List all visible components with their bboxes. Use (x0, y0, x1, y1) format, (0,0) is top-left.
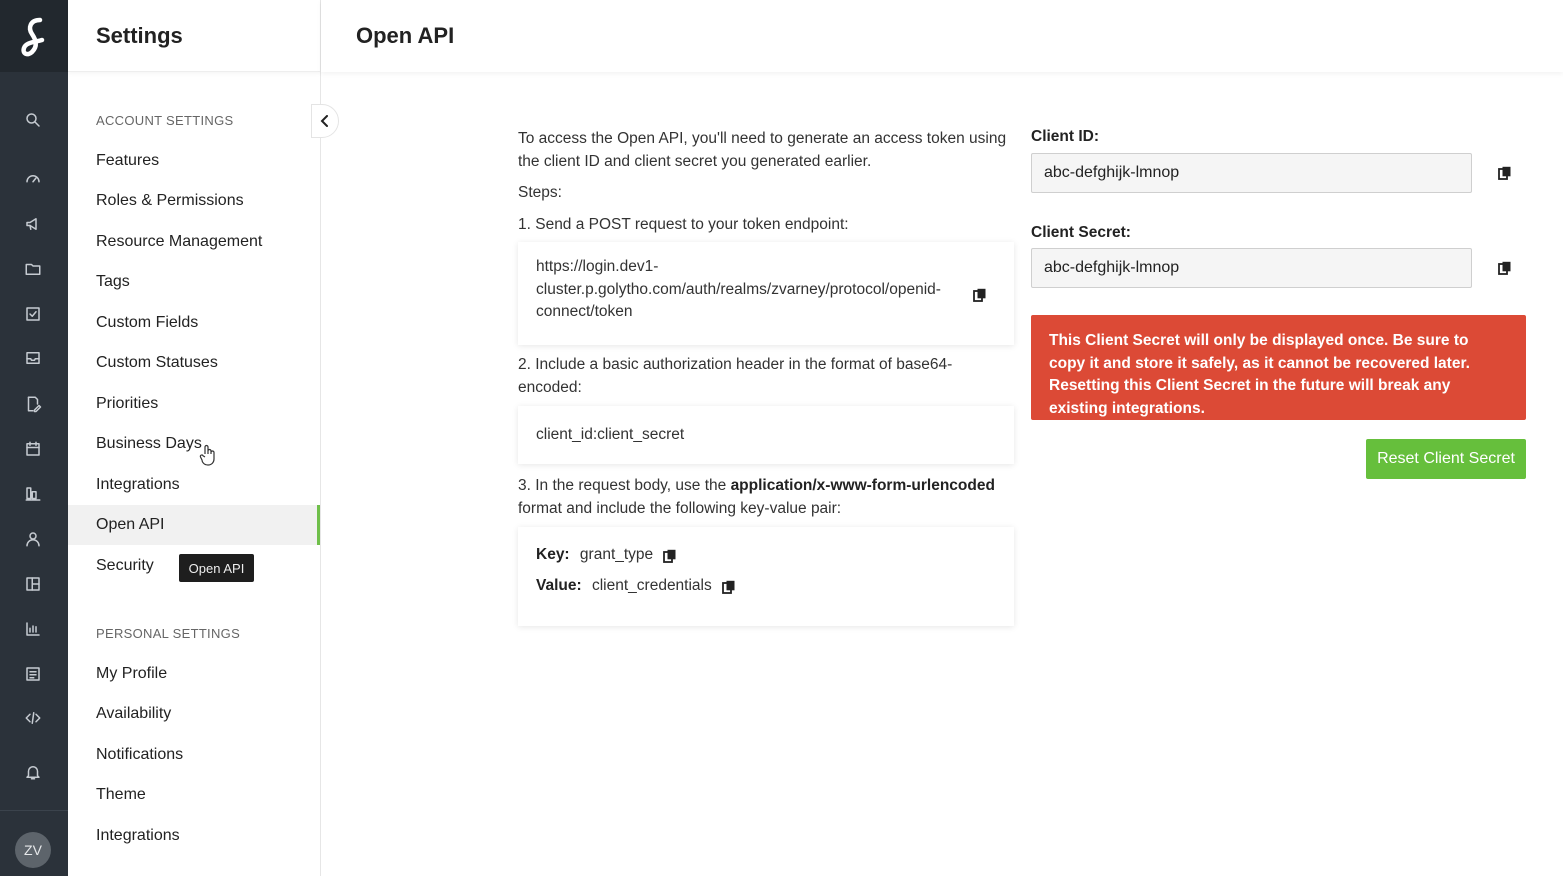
sidebar-header (68, 0, 320, 72)
search-icon[interactable] (22, 109, 44, 131)
endpoint-url[interactable] (536, 256, 966, 324)
steps-label: Steps: (518, 184, 562, 201)
dashboard-icon[interactable] (22, 167, 44, 189)
board-icon[interactable] (22, 483, 44, 505)
secret-warning-alert: This Client Secret will only be displayed once. Be sure to copy it and store it safely, as it cannot be recovered later. Resetting this Client Secret in the future will break any existing integrations. (1031, 315, 1526, 420)
endpoint-url-line-3: connect/token (536, 303, 633, 320)
hand-cursor-icon (199, 444, 217, 466)
tooltip: Open API (179, 554, 254, 582)
client-id-field[interactable] (1031, 153, 1472, 193)
intro-text: To access the Open API, you'll need to generate an access token using the client ID and client secret you generated earlier. (518, 130, 1007, 170)
avatar[interactable]: ZV (15, 832, 51, 868)
settings-sidebar (68, 0, 321, 876)
key-value-box (518, 527, 1014, 626)
user-icon[interactable] (22, 528, 44, 550)
value-value[interactable]: client_credentials (591, 577, 712, 594)
layout-icon[interactable] (22, 573, 44, 595)
collapse-sidebar-button[interactable] (311, 104, 339, 138)
reset-client-secret-button[interactable]: Reset Client Secret (1366, 439, 1526, 479)
tasks-icon[interactable] (22, 303, 44, 325)
sidebar-item-business-days[interactable]: Business Days (96, 435, 202, 452)
inbox-icon[interactable] (22, 347, 44, 369)
value-row (536, 575, 996, 598)
sidebar-item-personal-integrations[interactable]: Integrations (96, 827, 180, 844)
step-1-text: 1. Send a POST request to your token endpoint: (518, 215, 849, 233)
endpoint-box (518, 242, 1014, 345)
list-icon[interactable] (22, 663, 44, 685)
sidebar-item-my-profile[interactable]: My Profile (96, 665, 168, 682)
sidebar-item-theme[interactable]: Theme (96, 786, 146, 803)
sidebar-item-roles-permissions[interactable]: Roles & Permissions (96, 192, 244, 209)
value-label: Value: (536, 577, 582, 594)
copy-client-secret-icon[interactable] (1498, 261, 1512, 275)
personal-settings-label: PERSONAL SETTINGS (96, 626, 241, 641)
sidebar-item-custom-statuses[interactable]: Custom Statuses (96, 354, 218, 371)
copy-endpoint-icon[interactable] (973, 287, 987, 301)
key-value[interactable]: grant_type (579, 546, 654, 563)
key-label: Key: (536, 546, 570, 563)
rail-divider (0, 810, 68, 811)
bell-icon[interactable] (22, 761, 44, 783)
sidebar-item-security[interactable]: Security (96, 557, 154, 574)
edit-doc-icon[interactable] (22, 393, 44, 415)
credentials-panel (1031, 128, 1526, 467)
sidebar-item-availability[interactable]: Availability (96, 705, 172, 722)
megaphone-icon[interactable] (22, 213, 44, 235)
sidebar-item-custom-fields[interactable]: Custom Fields (96, 314, 199, 331)
page-title: Open API (356, 23, 455, 48)
sidebar-item-open-api[interactable]: Open API (68, 505, 320, 545)
sidebar-item-features[interactable]: Features (96, 152, 160, 169)
chevron-left-icon (320, 115, 330, 127)
client-secret-label: Client Secret: (1031, 224, 1131, 241)
logo-icon[interactable] (0, 0, 68, 72)
client-secret-field[interactable] (1031, 248, 1472, 288)
sidebar-item-notifications[interactable]: Notifications (96, 746, 184, 763)
auth-format-box (518, 406, 1014, 464)
copy-client-id-icon[interactable] (1498, 166, 1512, 180)
sidebar-item-resource-management[interactable]: Resource Management (96, 233, 263, 250)
sidebar-item-integrations[interactable]: Integrations (96, 476, 180, 493)
bar-chart-icon[interactable] (22, 618, 44, 640)
copy-key-icon[interactable] (663, 548, 677, 562)
endpoint-url-line-2: cluster.p.golytho.com/auth/realms/zvarney/protocol/openid- (536, 280, 941, 298)
endpoint-url-line-1: https://login.dev1- (536, 258, 659, 275)
copy-value-icon[interactable] (722, 579, 736, 593)
step-3-pre: 3. In the request body, use the (518, 477, 731, 494)
auth-format-value[interactable]: client_id:client_secret (536, 425, 685, 443)
sidebar-title: Settings (96, 22, 183, 48)
instructions-panel (518, 128, 1014, 626)
code-icon[interactable] (22, 707, 44, 729)
sidebar-item-priorities[interactable]: Priorities (96, 395, 159, 412)
step-3-text (518, 475, 1014, 520)
icon-rail (0, 0, 68, 876)
folder-icon[interactable] (22, 258, 44, 280)
account-settings-label: ACCOUNT SETTINGS (96, 113, 234, 128)
sidebar-item-tags[interactable]: Tags (96, 273, 130, 290)
step-3-post: format and include the following key-value pair: (518, 499, 842, 517)
page-header (321, 0, 1563, 72)
calendar-icon[interactable] (22, 438, 44, 460)
content-type-value: application/x-www-form-urlencoded (730, 477, 995, 494)
client-id-label: Client ID: (1031, 128, 1100, 145)
step-2-text: 2. Include a basic authorization header in the format of base64-encoded: (518, 356, 953, 396)
key-row (536, 544, 996, 575)
